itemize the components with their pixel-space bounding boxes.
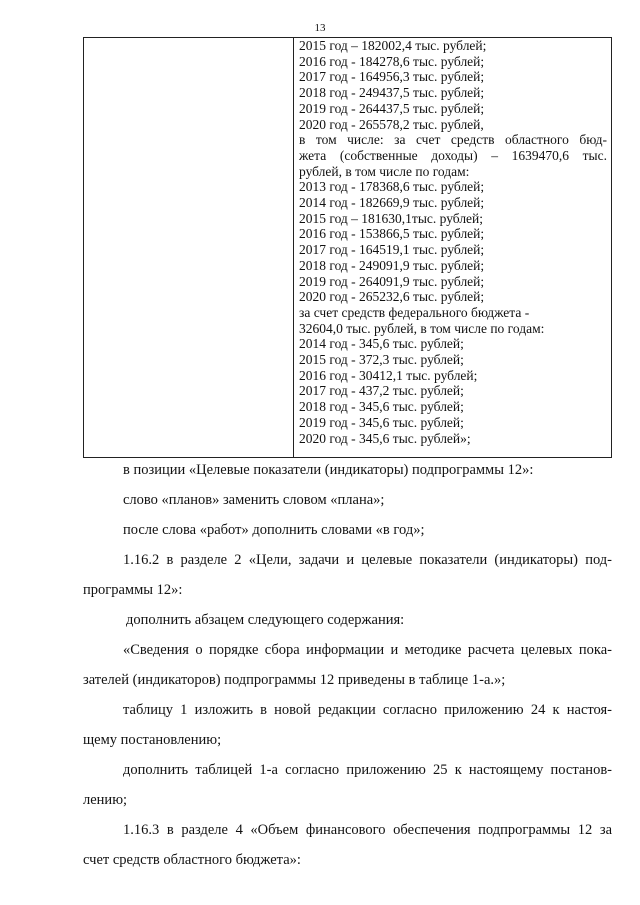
paragraph-table-1a (83, 760, 612, 810)
table-line: 2018 год - 249437,5 тыс. рублей; (299, 85, 485, 101)
table-line: 2013 год - 178368,6 тыс. рублей; (299, 179, 485, 195)
table-line: 2020 год - 345,6 тыс. рублей»; (299, 430, 471, 446)
paragraph-section-4 (83, 820, 612, 870)
table-line: рублей, в том числе по годам: (299, 163, 470, 179)
table-line: 2017 год - 164519,1 тыс. рублей; (299, 242, 485, 258)
table-line: 2014 год - 182669,9 тыс. рублей; (299, 195, 485, 211)
paragraph-indicators (83, 460, 612, 480)
table-line: 2016 год - 153866,5 тыс. рублей; (299, 226, 485, 242)
table-line: 32604,0 тыс. рублей, в том числе по годам: (299, 320, 545, 336)
paragraph-line: «Сведения о порядке сбора информации и методике расчета целевых пока- (123, 642, 612, 658)
table-line: 2020 год - 265232,6 тыс. рублей; (299, 289, 485, 305)
table-line: за счет средств федерального бюджета - (299, 304, 530, 320)
table-line: 2016 год - 184278,6 тыс. рублей; (299, 53, 485, 69)
paragraph-line: дополнить абзацем следующего содержания: (126, 612, 405, 628)
paragraph-line: зателей (индикаторов) подпрограммы 12 приведены в таблице 1-а.»; (83, 672, 506, 688)
table-line: 2017 год - 164956,3 тыс. рублей; (299, 69, 485, 85)
table-line: в том числе: за счет средств областного бюд- (299, 132, 607, 148)
paragraph-line: таблицу 1 изложить в новой редакции согласно приложению 24 к настоя- (123, 702, 612, 718)
page-number: 13 (314, 22, 326, 34)
paragraph-line: щему постановлению; (83, 732, 222, 748)
paragraph-replace-word (83, 490, 612, 510)
table-line: 2015 год – 182002,4 тыс. рублей; (299, 38, 487, 53)
paragraph-line: лению; (83, 792, 128, 808)
table-line: 2019 год - 264091,9 тыс. рублей; (299, 273, 485, 289)
table-line: 2017 год - 437,2 тыс. рублей; (299, 383, 464, 399)
table-line: 2016 год - 30412,1 тыс. рублей; (299, 367, 478, 383)
table-line: 2015 год - 372,3 тыс. рублей; (299, 352, 464, 368)
table-line: 2014 год - 345,6 тыс. рублей; (299, 336, 464, 352)
body-text (83, 460, 612, 870)
paragraph-line: 1.16.3 в разделе 4 «Объем финансового обеспечения подпрограммы 12 за (123, 822, 612, 838)
table-line: жета (собственные доходы) – 1639470,6 тыс. (299, 147, 607, 163)
paragraph-add-words (83, 520, 612, 540)
table-line: 2018 год - 249091,9 тыс. рублей; (299, 257, 485, 273)
table-left-cell (84, 38, 294, 457)
paragraph-line: дополнить таблицей 1-а согласно приложению 25 к настоящему постанов- (123, 762, 612, 778)
paragraph-line: 1.16.2 в разделе 2 «Цели, задачи и целевые показатели (индикаторы) под- (123, 552, 612, 568)
paragraph-section-2 (83, 550, 612, 600)
table-line: 2015 год – 181630,1тыс. рублей; (299, 210, 484, 226)
paragraph-line: слово «планов» заменить словом «плана»; (123, 492, 385, 508)
funding-table (83, 37, 612, 458)
table-line: 2018 год - 345,6 тыс. рублей; (299, 399, 464, 415)
paragraph-line: счет средств областного бюджета»: (83, 852, 301, 868)
paragraph-add-abzac (83, 610, 612, 630)
table-line: 2020 год - 265578,2 тыс. рублей, (299, 116, 484, 132)
paragraph-line: программы 12»: (83, 582, 183, 598)
paragraph-line: в позиции «Целевые показатели (индикаторы) подпрограммы 12»: (123, 462, 534, 478)
table-line: 2019 год - 264437,5 тыс. рублей; (299, 100, 485, 116)
paragraph-table-1 (83, 700, 612, 750)
table-line: 2019 год - 345,6 тыс. рублей; (299, 414, 464, 430)
table-right-cell (294, 38, 611, 457)
paragraph-line: после слова «работ» дополнить словами «в год»; (123, 522, 425, 538)
paragraph-quote (83, 640, 612, 690)
